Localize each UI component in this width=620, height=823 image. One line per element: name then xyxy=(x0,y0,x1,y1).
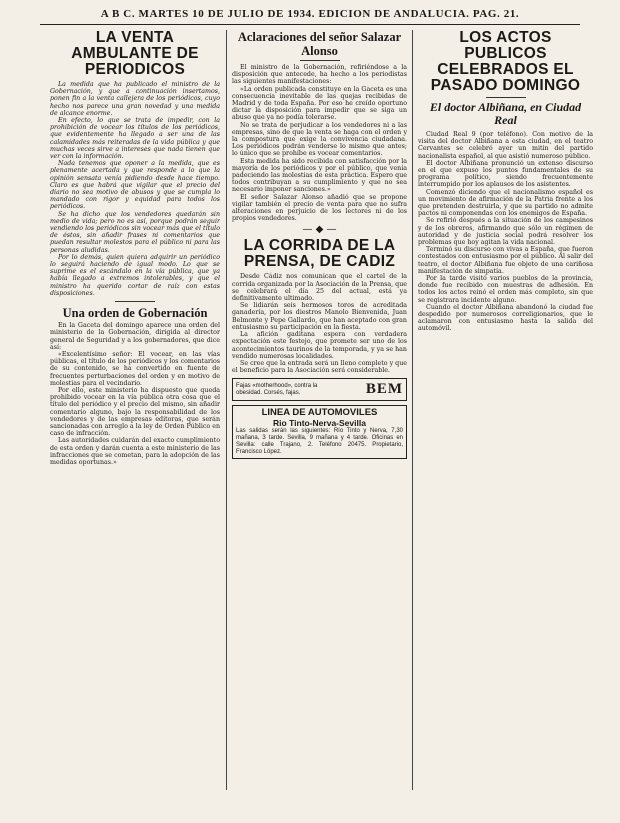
paragraph: «La orden publicada constituye en la Gaceta es una consecuencia inevitable de las quejas recibidas de Madrid y de toda España. Por eso he creído oportuno dictar la disposición para impedir que se siga un abuso que ya no podía tolerarse. xyxy=(232,85,407,122)
paragraph: Se refirió después a la situación de los campesinos y de los obreros, afirmando que sólo un régimen de autoridad y de justicia social podrá resolver los problemas que hoy agitan la vida nacional. xyxy=(418,217,593,247)
advertisement-automoviles xyxy=(232,405,407,459)
column-1 xyxy=(50,30,220,790)
article-body-actos xyxy=(418,131,593,333)
ad-line: Fajas «motherhood», contra la xyxy=(236,382,318,389)
separator xyxy=(486,97,526,98)
paragraph: El doctor Albiñana pronunció un extenso discurso en el que expuso los puntos fundamentales de su programa político, siendo frecuentemente interrumpido por los aplausos de los asistentes. xyxy=(418,159,593,189)
paragraph: Ciudad Real 9 (por teléfono). Con motivo de la visita del doctor Albiñana a esta ciudad, en el teatro Cervantes se celebró ayer un mitin del partido nacionalista español, al que asistió numeroso público. xyxy=(418,131,593,160)
paragraph: La afición gaditana espera con verdadera expectación este festejo, que promete ser uno de los acontecimientos taurinos de la temporada, y ya se han vendido numerosas localidades. xyxy=(232,331,407,360)
section-body xyxy=(50,322,220,466)
article-intro xyxy=(50,81,220,297)
ad-title: LINEA DE AUTOMOVILES xyxy=(261,407,378,419)
paragraph: La medida que ha publicado el ministro de la Gobernación, y que a continuación insertamos, ponen fin a la venta callejera de los periódicos, cuyo hecho nos parece una gran novedad y una medida de alcance enorme. xyxy=(50,81,220,117)
paragraph: Comenzó diciendo que el nacionalismo español es un movimiento de afirmación de la Patria frente a los que pretenden destruirla, y que su partido no admite pactos ni componendas con los enemigos de España. xyxy=(418,188,593,218)
article-subtitle-albinana: El doctor Albiñana, en Ciudad Real xyxy=(429,100,582,127)
article-body xyxy=(232,64,407,222)
ornament-divider: — ◆ — xyxy=(302,224,337,236)
column-rule-1 xyxy=(226,30,227,790)
paragraph: No se trata de perjudicar a los vendedores ni a las empresas, sino de que la venta se haga con el orden y la compostura que exige la convivencia ciudadana. Los periódicos podrán venderse lo mismo que antes; lo único que se prohíbe es vocear comentarios. xyxy=(232,121,407,158)
paragraph: Esta medida ha sido recibida con satisfacción por la mayoría de los periódicos y por el público, que venía padeciendo las molestias de esta práctica. Espero que todos contribuyan a su cumplimiento y que no sea necesario imponer sanciones.» xyxy=(232,157,407,194)
column-3 xyxy=(418,30,593,800)
paragraph: Cuando el doctor Albiñana abandonó la ciudad fue despedido por numerosos correligionarios, que le aclamaron con entusiasmo hasta la salida del automóvil. xyxy=(418,303,593,333)
paragraph: Desde Cádiz nos comunican que el cartel de la corrida organizada por la Asociación de la Prensa, que se celebrará el día 25 del actual, está ya definitivamente ultimado. xyxy=(232,273,407,303)
paragraph: En la Gaceta del domingo aparece una orden del ministerio de la Gobernación, dirigida al director general de Seguridad y a los gobernadores, que dice así: xyxy=(50,322,220,351)
paragraph: En efecto, lo que se trata de impedir, con la prohibición de vocear los títulos de los periódicos, que evidentemente ha llegado a ser una de las calamidades más reiteradas de la vida pública y que muchas veces sirve a intereses que nada tienen que ver con la información. xyxy=(50,117,220,161)
paragraph: Por ello, este ministerio ha dispuesto que queda prohibido vocear en la vía pública otra cosa que el título del periódico y el precio del mismo, sin añadir comentario alguno, bajo la responsabilidad de los vendedores y de las empresas editoras, que serán sancionadas con arreglo a la ley de Orden Público en caso de infracción. xyxy=(50,386,220,438)
ad-subtitle: Rio Tinto-Nerva-Sevilla xyxy=(273,418,366,429)
ad-logo: BEM xyxy=(365,381,403,398)
paragraph: Por lo demás, quien quiera adquirir un periódico lo seguirá haciendo de igual modo. Lo que se suprime es el escándalo en la vía pública, que ya había llegado a extremos intolerables, y que el ministro ha querido cortar de raíz con estas disposiciones. xyxy=(50,253,220,297)
page-header: A B C. MARTES 10 DE JULIO DE 1934. EDICION DE ANDALUCIA. PAG. 21. xyxy=(40,6,580,25)
article-title-venta: LA VENTA AMBULANTE DE PERIODICOS xyxy=(71,30,199,78)
paragraph: Se lidiarán seis hermosos toros de acreditada ganadería, por los diestros Manolo Bienvenida, Juan Belmonte y Pepe Gallardo, que han aceptado con gran entusiasmo su participación en la fiesta. xyxy=(232,302,407,331)
paragraph: El señor Salazar Alonso añadió que se propone vigilar también el precio de venta para que no sufra alteraciones en perjuicio de los lectores ni de los propios vendedores. xyxy=(232,193,407,223)
paragraph: Terminó su discurso con vivas a España, que fueron contestados con entusiasmo por el público. Al salir del teatro, el doctor Albiñana fue objeto de una cariñosa manifestación de simpatía. xyxy=(418,246,593,275)
separator xyxy=(115,301,155,302)
ad-text: Las salidas serán las siguientes: Río Tinto y Nerva, 7,30 mañana, 3 tarde. Sevilla, 9 mañana y 4 tarde. Oficinas en Sevilla: calle Trajano, 2. Teléfono 20475. Propietario, Francisco López. xyxy=(236,428,403,456)
article-title-aclaraciones: Aclaraciones del señor Salazar Alonso xyxy=(237,30,402,58)
column-rule-2 xyxy=(412,30,413,790)
ad-line: obesidad. Corsés, fajas. xyxy=(236,389,301,396)
article-title-corrida: LA CORRIDA DE LA PRENSA, DE CADIZ xyxy=(243,237,396,271)
article-title-actos: LOS ACTOS PUBLICOS CELEBRADOS EL PASADO DOMINGO xyxy=(430,30,581,94)
separator xyxy=(300,60,340,61)
paragraph: El ministro de la Gobernación, refiriéndose a la disposición que antecede, ha hecho a los periodistas las siguientes manifestaciones: xyxy=(232,64,407,86)
column-2 xyxy=(232,30,407,800)
paragraph: Se ha dicho que los vendedores quedarán sin medio de vida; pero no es así, porque podrán seguir vendiendo los periódicos sin vocear más que el título de éstos, sin añadir frases ni comentarios que puedan resultar molestos para el público ni para las personas aludidas. xyxy=(50,210,220,254)
paragraph: Nada tenemos que oponer a la medida, que es plenamente acertada y que responde a lo que la opinión sensata venía pidiendo desde hace tiempo. Claro es que habrá que vigilar que el precio del diario no sea motivo de abusos y que se cumpla lo mandado con rigor y equidad para todos los periódicos. xyxy=(50,160,220,211)
advertisement-fajas xyxy=(232,378,407,401)
article-body-corrida xyxy=(232,273,407,374)
section-title-orden: Una orden de Gobernación xyxy=(62,306,208,321)
paragraph: «Excelentísimo señor: El vocear, en las vías públicas, el título de los periódicos y los comentarios de su contenido, se ha convertido en fuente de frecuentes perturbaciones del orden y en motivo de molestias para el vecindario. xyxy=(50,350,220,387)
paragraph: Las autoridades cuidarán del exacto cumplimiento de esta orden y darán cuenta a este ministerio de las infracciones que se cometan, para la adopción de las medidas oportunas.» xyxy=(50,437,220,466)
paragraph: Por la tarde visitó varios pueblos de la provincia, donde fue recibido con muestras de adhesión. En todos los actos reinó el orden más completo, sin que se registrara incidente alguno. xyxy=(418,275,593,304)
paragraph: Se cree que la entrada será un lleno completo y que el beneficio para la Asociación será considerable. xyxy=(232,359,407,375)
